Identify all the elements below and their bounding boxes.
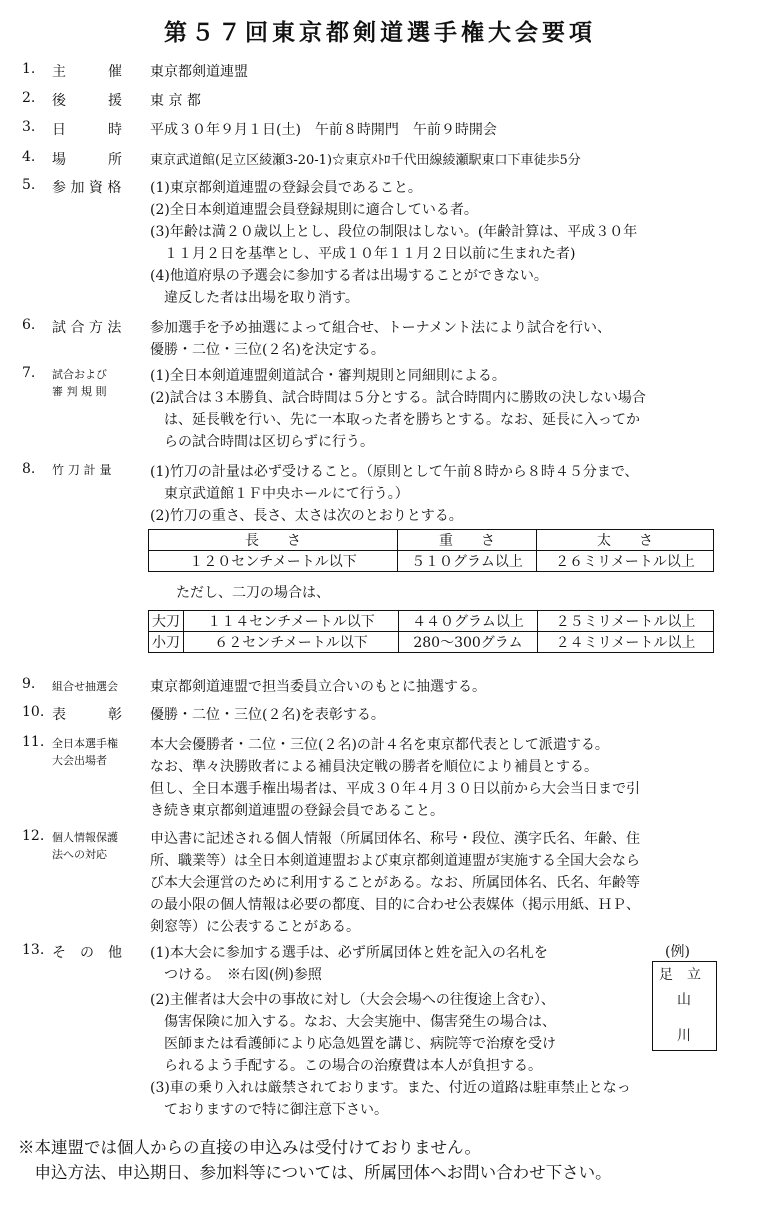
section-text: (3)年齢は満２０歳以上とし、段位の制限はしない。(年齢計算は、平成３０年: [150, 224, 638, 240]
table-cell: 小刀: [149, 632, 184, 653]
section-text: (1)東京都剣道連盟の登録会員であること。: [150, 180, 422, 196]
section-text: び本大会運営のために利用することがある。なお、所属団体名、氏名、年齢等: [150, 875, 640, 891]
section-text: (4)他道府県の予選会に参加する者は出場することができない。: [150, 268, 548, 284]
section-text: (3)車の乗り入れは厳禁されております。また、付近の道路は駐車禁止となっ: [150, 1080, 631, 1096]
section-text: ておりますので特に御注意下さい。: [150, 1102, 388, 1118]
table-row: [149, 632, 714, 653]
table-row: [149, 611, 714, 632]
table-cell: １２０センチメートル以下: [149, 551, 398, 572]
section-text: 但し、全日本選手権出場者は、平成３０年４月３０日以前から大会当日まで引: [150, 781, 640, 797]
section-text: らの試合時間は区切らずに行う。: [150, 434, 374, 450]
section-label: 試 合 方 法: [52, 320, 122, 336]
section-number: 7.: [22, 365, 36, 381]
section-label: 表 彰: [52, 707, 122, 723]
table-row: [149, 551, 714, 572]
table-cell: ２４ミリメートル以上: [538, 632, 714, 653]
name-tag-club: 足 立: [659, 967, 701, 983]
section-text: 東京都剣道連盟: [150, 64, 248, 80]
section-text: 東京都剣道連盟で担当委員立合いのもとに抽選する。: [150, 679, 486, 695]
name-tag-example: [652, 961, 717, 1051]
section-text: 優勝・二位・三位(２名)を決定する。: [150, 342, 385, 358]
section-text: 医師または看護師により応急処置を講じ、病院等で治療を受け: [150, 1036, 556, 1052]
section-label: 参 加 資 格: [52, 180, 122, 196]
section-number: 3.: [22, 119, 36, 135]
section-text: 参加選手を予め抽選によって組合せ、トーナメント法により試合を行い、: [150, 320, 612, 336]
section-text: き続き東京都剣道連盟の登録会員であること。: [150, 803, 444, 819]
table-cell: ２５ミリメートル以上: [538, 611, 714, 632]
section-number: 5.: [22, 177, 36, 193]
section-text: は、延長戦を行い、先に一本取った者を勝ちとする。なお、延長に入ってか: [150, 412, 640, 428]
name-tag-name: 川: [677, 1028, 691, 1044]
section-label: 日 時: [52, 122, 122, 138]
example-label: (例): [665, 944, 690, 960]
section-text: られるよう手配する。この場合の治療費は本人が負担する。: [150, 1058, 542, 1074]
table-header: 太 さ: [537, 530, 714, 551]
section-label: 竹 刀 計 量: [52, 463, 112, 477]
section-text: (2)主催者は大会中の事故に対し（大会会場への往復途上含む）、: [150, 992, 555, 1008]
section-number: 9.: [22, 676, 36, 692]
section-label: 全日本選手権大会出場者: [52, 737, 118, 767]
table-cell: 大刀: [149, 611, 184, 632]
table-cell: ２６ミリメートル以上: [537, 551, 714, 572]
table-cell: ４４０グラム以上: [399, 611, 538, 632]
notice-line: 申込方法、申込期日、参加料等については、所属団体へお問い合わせ下さい。: [18, 1163, 612, 1182]
section-number: 6.: [22, 317, 36, 333]
section-number: 2.: [22, 90, 36, 106]
section-text: (2)全日本剣道連盟会員登録規則に適合している者。: [150, 202, 478, 218]
section-number: 10.: [22, 704, 45, 720]
section-text: (1)全日本剣道連盟剣道試合・審判規則と同細則による。: [150, 368, 506, 384]
section-number: 1.: [22, 61, 36, 77]
section-text: (1)本大会に参加する選手は、必ず所属団体と姓を記入の名札を: [150, 945, 548, 961]
section-label: 試合および審 判 規 則: [52, 368, 107, 398]
section-text: 傷害保険に加入する。なお、大会実施中、傷害発生の場合は、: [150, 1014, 556, 1030]
section-text: (2)竹刀の重さ、長さ、太さは次のとおりとする。: [150, 508, 463, 524]
section-text: 申込書に記述される個人情報（所属団体名、称号・段位、漢字氏名、年齢、住: [150, 831, 640, 847]
section-text: 剣窓等）に公表することがある。: [150, 919, 360, 935]
section-note: ただし、二刀の場合は、: [176, 585, 330, 601]
section-number: 4.: [22, 149, 36, 165]
section-text: 所、職業等）は全日本剣道連盟および東京都剣道連盟が実施する全国大会なら: [150, 853, 640, 869]
section-label: そ の 他: [52, 945, 122, 961]
section-text: (1)竹刀の計量は必ず受けること。（原則として午前８時から８時４５分まで、: [150, 464, 639, 480]
section-text: 東京武道館(足立区綾瀬3-20-1)☆東京ﾒﾄﾛ千代田線綾瀬駅東口下車徒歩5分: [150, 153, 581, 168]
table-header: 重 さ: [398, 530, 537, 551]
section-text: なお、準々決勝敗者による補員決定戦の勝者を順位により補員とする。: [150, 759, 598, 775]
shinai-spec-table: [148, 529, 714, 572]
table-cell: 280〜300グラム: [399, 632, 538, 653]
section-text: 違反した者は出場を取り消す。: [150, 290, 359, 306]
section-label: 後 援: [52, 93, 122, 109]
table-cell: ５１０グラム以上: [398, 551, 537, 572]
section-text: の最小限の個人情報は必要の都度、目的に合わせ公表媒体（掲示用紙、ＨＰ、: [150, 897, 640, 913]
section-label: 主 催: [52, 64, 122, 80]
section-text: つける。 ※右図(例)参照: [150, 967, 322, 983]
section-text: 東京武道館１Ｆ中央ホールにて行う。）: [150, 486, 409, 502]
section-number: 8.: [22, 461, 36, 477]
section-number: 13.: [22, 942, 45, 958]
section-number: 11.: [22, 734, 45, 750]
notice-line: ※本連盟では個人からの直接の申込みは受付けておりません。: [18, 1138, 481, 1157]
section-number: 12.: [22, 828, 45, 844]
document-title: 第５７回東京都剣道選手権大会要項: [164, 19, 596, 46]
name-tag-name: 山: [677, 992, 691, 1008]
table-header: 長 さ: [149, 530, 398, 551]
section-label: 場 所: [52, 152, 122, 168]
section-label: 組合せ抽選会: [52, 680, 118, 693]
nito-spec-table: [148, 610, 714, 653]
section-text: １１月２日を基準とし、平成１０年１１月２日以前に生まれた者): [150, 246, 576, 262]
section-text: 平成３０年９月１日(土) 午前８時開門 午前９時開会: [150, 122, 497, 138]
section-text: 東 京 都: [150, 93, 201, 109]
table-header-row: [149, 530, 714, 551]
section-label: 個人情報保護法への対応: [52, 831, 118, 861]
section-text: 優勝・二位・三位(２名)を表彰する。: [150, 707, 385, 723]
table-cell: ６２センチメートル以下: [184, 632, 399, 653]
section-text: (2)試合は３本勝負、試合時間は５分とする。試合時間内に勝敗の決しない場合: [150, 390, 646, 406]
table-cell: １１４センチメートル以下: [184, 611, 399, 632]
section-text: 本大会優勝者・二位・三位(２名)の計４名を東京都代表として派遣する。: [150, 737, 609, 753]
